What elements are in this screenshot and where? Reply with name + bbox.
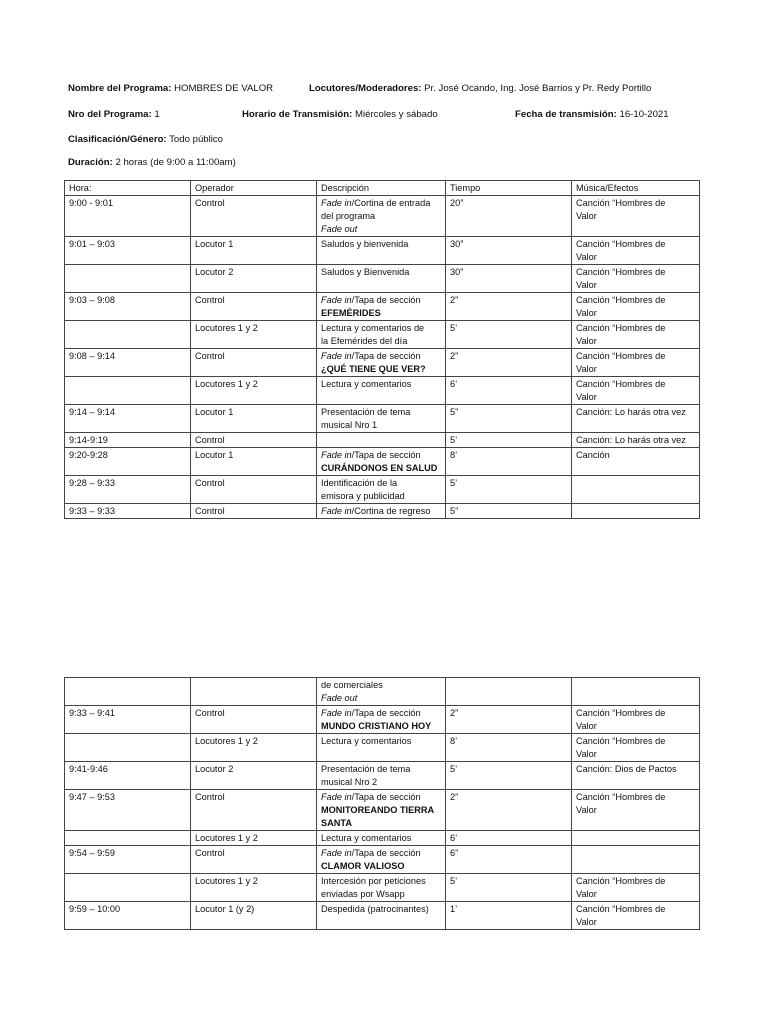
music-line: Valor (576, 889, 597, 899)
cell-tiempo: 2” (446, 790, 572, 831)
cell-hora (65, 874, 191, 902)
cell-musica (572, 265, 700, 293)
music-line: Valor (576, 917, 597, 927)
table-row (65, 874, 700, 902)
table-row (65, 678, 700, 706)
cell-operador: Locutores 1 y 2 (191, 874, 317, 902)
cell-tiempo: 8’ (446, 734, 572, 762)
description-text: enviadas por Wsapp (321, 889, 405, 899)
table-row (65, 433, 700, 448)
cell-descripcion (317, 349, 446, 377)
description-line (321, 720, 441, 733)
cell-musica (572, 790, 700, 831)
cell-musica (572, 846, 700, 874)
music-line: Canción “Hombres de (576, 379, 666, 389)
program-number-label: Nro del Programa: (68, 109, 152, 120)
fade-cue: Fade in (321, 450, 352, 460)
description-line (321, 763, 441, 776)
description-text: musical Nro 2 (321, 777, 378, 787)
description-line (321, 197, 441, 210)
cell-hora: 9:28 – 9:33 (65, 476, 191, 504)
column-header-tiempo: Tiempo (446, 181, 572, 196)
description-text: del programa (321, 211, 376, 221)
cell-descripcion (317, 734, 446, 762)
hosts-line (309, 83, 651, 95)
cell-descripcion (317, 706, 446, 734)
description-text: /Tapa de sección (351, 295, 421, 305)
column-header-hora: Hora: (65, 181, 191, 196)
description-line (321, 378, 441, 391)
cell-descripcion (317, 790, 446, 831)
cell-descripcion (317, 448, 446, 476)
cell-tiempo: 6’ (446, 831, 572, 846)
cell-operador: Control (191, 846, 317, 874)
fade-cue: Fade in (321, 708, 352, 718)
column-header-operador: Operador (191, 181, 317, 196)
cell-hora: 9:41-9:46 (65, 762, 191, 790)
description-line (321, 266, 441, 279)
cell-descripcion (317, 762, 446, 790)
broadcast-date-line (515, 109, 669, 121)
description-line (321, 335, 441, 348)
cell-tiempo: 30” (446, 265, 572, 293)
table-row (65, 790, 700, 831)
cell-musica (572, 293, 700, 321)
cell-tiempo: 2” (446, 706, 572, 734)
music-line: Valor (576, 364, 597, 374)
cell-operador: Locutor 2 (191, 265, 317, 293)
cell-operador: Locutor 1 (191, 237, 317, 265)
classification-label: Clasificación/Género: (68, 134, 167, 145)
hosts-value: Pr. José Ocando, Ing. José Barrios y Pr. Redy Portillo (424, 83, 652, 94)
cell-descripcion (317, 405, 446, 433)
music-line: Canción: Lo harás otra vez (576, 435, 686, 445)
description-line (321, 449, 441, 462)
description-text: Lectura y comentarios (321, 833, 412, 843)
cell-operador: Control (191, 433, 317, 448)
description-text: Lectura y comentarios (321, 379, 412, 389)
table-row (65, 349, 700, 377)
description-text: Despedida (patrocinantes) (321, 904, 429, 914)
cell-hora (65, 377, 191, 405)
description-line (321, 350, 441, 363)
description-text: /Cortina de regreso (351, 506, 431, 516)
music-line: Valor (576, 749, 597, 759)
cell-descripcion (317, 874, 446, 902)
cell-musica (572, 377, 700, 405)
music-line: Canción (576, 450, 610, 460)
description-text: Saludos y Bienvenida (321, 267, 410, 277)
cell-descripcion (317, 476, 446, 504)
cell-tiempo (446, 678, 572, 706)
table-row (65, 405, 700, 433)
cell-operador: Control (191, 504, 317, 519)
cell-tiempo: 5’ (446, 321, 572, 349)
description-line (321, 307, 441, 320)
description-line (321, 477, 441, 490)
table-row (65, 902, 700, 930)
cell-operador: Control (191, 196, 317, 237)
cell-operador: Control (191, 349, 317, 377)
table-row (65, 196, 700, 237)
cell-tiempo: 8’ (446, 448, 572, 476)
cell-hora: 9:59 – 10:00 (65, 902, 191, 930)
description-line (321, 223, 441, 236)
section-title: MONITOREANDO TIERRA (321, 805, 435, 815)
music-line: Canción “Hombres de (576, 198, 666, 208)
cell-operador: Locutor 2 (191, 762, 317, 790)
cell-musica (572, 706, 700, 734)
cell-musica (572, 762, 700, 790)
section-title: MUNDO CRISTIANO HOY (321, 721, 432, 731)
music-line: Canción “Hombres de (576, 876, 666, 886)
table-header-row (65, 181, 700, 196)
table-row (65, 504, 700, 519)
hosts-label: Locutores/Moderadores: (309, 83, 422, 94)
cell-tiempo: 6” (446, 846, 572, 874)
music-line: Canción “Hombres de (576, 708, 666, 718)
cell-hora (65, 734, 191, 762)
music-line: Canción “Hombres de (576, 351, 666, 361)
cell-tiempo: 5’ (446, 874, 572, 902)
description-text: Intercesión por peticiones (321, 876, 426, 886)
cell-hora (65, 678, 191, 706)
cell-operador: Control (191, 706, 317, 734)
music-line: Valor (576, 211, 597, 221)
cell-descripcion (317, 293, 446, 321)
description-line (321, 462, 441, 475)
table-row (65, 831, 700, 846)
music-line: Canción “Hombres de (576, 792, 666, 802)
broadcast-schedule-label: Horario de Transmisión: (242, 109, 353, 120)
cell-operador: Locutores 1 y 2 (191, 831, 317, 846)
music-line: Canción “Hombres de (576, 267, 666, 277)
cell-operador: Locutores 1 y 2 (191, 377, 317, 405)
fade-cue: Fade out (321, 693, 358, 703)
program-number-line (68, 109, 160, 121)
cell-hora (65, 831, 191, 846)
description-line (321, 707, 441, 720)
broadcast-date-value: 16-10-2021 (619, 109, 669, 120)
cell-hora: 9:54 – 9:59 (65, 846, 191, 874)
cell-musica (572, 405, 700, 433)
cell-descripcion (317, 504, 446, 519)
classification-value: Todo público (169, 134, 224, 145)
fade-cue: Fade in (321, 848, 352, 858)
description-line (321, 419, 441, 432)
music-line: Canción “Hombres de (576, 295, 666, 305)
cell-musica (572, 831, 700, 846)
cell-musica (572, 196, 700, 237)
fade-cue: Fade in (321, 351, 352, 361)
music-line: Canción “Hombres de (576, 323, 666, 333)
cell-operador: Locutor 1 (y 2) (191, 902, 317, 930)
fade-cue: Fade out (321, 224, 358, 234)
cell-hora (65, 265, 191, 293)
description-text: /Tapa de sección (351, 450, 421, 460)
cell-hora (65, 321, 191, 349)
music-line: Valor (576, 392, 597, 402)
description-text: Identificación de la (321, 478, 398, 488)
description-text: la Efemérides del día (321, 336, 408, 346)
description-text: Saludos y bienvenida (321, 239, 409, 249)
cell-tiempo: 5’ (446, 762, 572, 790)
classification-line (68, 134, 223, 146)
music-line: Canción: Dios de Pactos (576, 764, 677, 774)
description-line (321, 322, 441, 335)
cell-operador: Locutor 1 (191, 448, 317, 476)
cell-hora: 9:01 – 9:03 (65, 237, 191, 265)
description-text: emisora y publicidad (321, 491, 405, 501)
music-line: Canción “Hombres de (576, 904, 666, 914)
description-line (321, 791, 441, 804)
broadcast-schedule-line (242, 109, 438, 121)
table-row (65, 377, 700, 405)
duration-label: Duración: (68, 157, 113, 168)
cell-descripcion (317, 321, 446, 349)
music-line: Canción “Hombres de (576, 239, 666, 249)
cell-descripcion (317, 846, 446, 874)
cell-operador: Locutores 1 y 2 (191, 734, 317, 762)
section-title: SANTA (321, 818, 352, 828)
music-line: Valor (576, 721, 597, 731)
description-line (321, 875, 441, 888)
program-number-value: 1 (154, 109, 160, 120)
description-line (321, 804, 441, 817)
cell-descripcion (317, 377, 446, 405)
cell-operador (191, 678, 317, 706)
music-line: Valor (576, 280, 597, 290)
section-title: CLAMOR VALIOSO (321, 861, 405, 871)
cell-tiempo: 1’ (446, 902, 572, 930)
description-text: /Tapa de sección (351, 848, 421, 858)
cell-operador: Control (191, 293, 317, 321)
cell-musica (572, 902, 700, 930)
table-row (65, 237, 700, 265)
schedule-table-body (65, 181, 700, 519)
description-text: musical Nro 1 (321, 420, 378, 430)
cell-musica (572, 237, 700, 265)
description-line (321, 817, 441, 830)
fade-cue: Fade in (321, 506, 352, 516)
description-text: Presentación de tema (321, 407, 411, 417)
cell-descripcion (317, 678, 446, 706)
column-header-musica: Música/Efectos (572, 181, 700, 196)
cell-descripcion (317, 265, 446, 293)
cell-musica (572, 504, 700, 519)
description-text: Lectura y comentarios de (321, 323, 425, 333)
music-line: Valor (576, 805, 597, 815)
table-row (65, 762, 700, 790)
description-line (321, 505, 441, 518)
music-line: Canción: Lo harás otra vez (576, 407, 686, 417)
duration-value: 2 horas (de 9:00 a 11:00am) (115, 157, 236, 168)
section-title: CURÁNDONOS EN SALUD (321, 463, 438, 473)
description-line (321, 294, 441, 307)
table-row (65, 321, 700, 349)
cell-hora: 9:33 – 9:33 (65, 504, 191, 519)
description-line (321, 735, 441, 748)
program-name-value: HOMBRES DE VALOR (174, 83, 274, 94)
cell-tiempo: 6’ (446, 377, 572, 405)
cell-operador: Control (191, 476, 317, 504)
cell-musica (572, 476, 700, 504)
schedule-table-page-2 (64, 677, 700, 930)
description-text: /Tapa de sección (351, 708, 421, 718)
cell-musica (572, 433, 700, 448)
cell-operador: Control (191, 790, 317, 831)
cell-musica (572, 349, 700, 377)
cell-hora: 9:00 - 9:01 (65, 196, 191, 237)
description-text: Presentación de tema (321, 764, 411, 774)
description-line (321, 490, 441, 503)
description-line (321, 832, 441, 845)
description-text: /Tapa de sección (351, 351, 421, 361)
cell-musica (572, 321, 700, 349)
description-text: de comerciales (321, 680, 383, 690)
cell-hora: 9:03 – 9:08 (65, 293, 191, 321)
column-header-descripcion: Descripción (317, 181, 446, 196)
description-line (321, 406, 441, 419)
schedule-table-body (65, 678, 700, 930)
description-line (321, 888, 441, 901)
cell-hora: 9:33 – 9:41 (65, 706, 191, 734)
cell-tiempo: 2” (446, 349, 572, 377)
description-line (321, 776, 441, 789)
cell-tiempo: 2” (446, 293, 572, 321)
table-row (65, 265, 700, 293)
description-line (321, 363, 441, 376)
cell-hora: 9:47 – 9:53 (65, 790, 191, 831)
broadcast-schedule-value: Miércoles y sábado (355, 109, 438, 120)
description-text: Lectura y comentarios (321, 736, 412, 746)
description-line (321, 847, 441, 860)
table-row (65, 706, 700, 734)
cell-tiempo: 5” (446, 405, 572, 433)
cell-tiempo: 5’ (446, 433, 572, 448)
program-name-line (68, 83, 273, 95)
description-line (321, 903, 441, 916)
music-line: Valor (576, 308, 597, 318)
cell-musica (572, 678, 700, 706)
cell-musica (572, 734, 700, 762)
description-line (321, 679, 441, 692)
table-row (65, 476, 700, 504)
music-line: Valor (576, 336, 597, 346)
section-title: ¿QUÉ TIENE QUE VER? (321, 364, 426, 374)
cell-descripcion (317, 196, 446, 237)
table-row (65, 734, 700, 762)
music-line: Valor (576, 252, 597, 262)
cell-descripcion (317, 902, 446, 930)
description-line (321, 238, 441, 251)
cell-descripcion (317, 831, 446, 846)
description-line (321, 692, 441, 705)
schedule-table-page-1 (64, 180, 700, 519)
cell-musica (572, 448, 700, 476)
cell-tiempo: 5’ (446, 476, 572, 504)
broadcast-date-label: Fecha de transmisión: (515, 109, 617, 120)
description-text: /Tapa de sección (351, 792, 421, 802)
table-row (65, 293, 700, 321)
description-text: /Cortina de entrada (351, 198, 431, 208)
program-name-label: Nombre del Programa: (68, 83, 172, 94)
cell-operador: Locutor 1 (191, 405, 317, 433)
cell-operador: Locutores 1 y 2 (191, 321, 317, 349)
fade-cue: Fade in (321, 198, 352, 208)
cell-hora: 9:20-9:28 (65, 448, 191, 476)
cell-tiempo: 20” (446, 196, 572, 237)
fade-cue: Fade in (321, 792, 352, 802)
music-line: Canción “Hombres de (576, 736, 666, 746)
fade-cue: Fade in (321, 295, 352, 305)
section-title: EFEMÉRIDES (321, 308, 381, 318)
cell-hora: 9:08 – 9:14 (65, 349, 191, 377)
table-row (65, 448, 700, 476)
cell-descripcion (317, 433, 446, 448)
cell-tiempo: 5” (446, 504, 572, 519)
cell-descripcion (317, 237, 446, 265)
cell-hora: 9:14-9:19 (65, 433, 191, 448)
cell-hora: 9:14 – 9:14 (65, 405, 191, 433)
description-line (321, 860, 441, 873)
description-line (321, 210, 441, 223)
cell-musica (572, 874, 700, 902)
duration-line (68, 157, 236, 169)
table-row (65, 846, 700, 874)
cell-tiempo: 30” (446, 237, 572, 265)
